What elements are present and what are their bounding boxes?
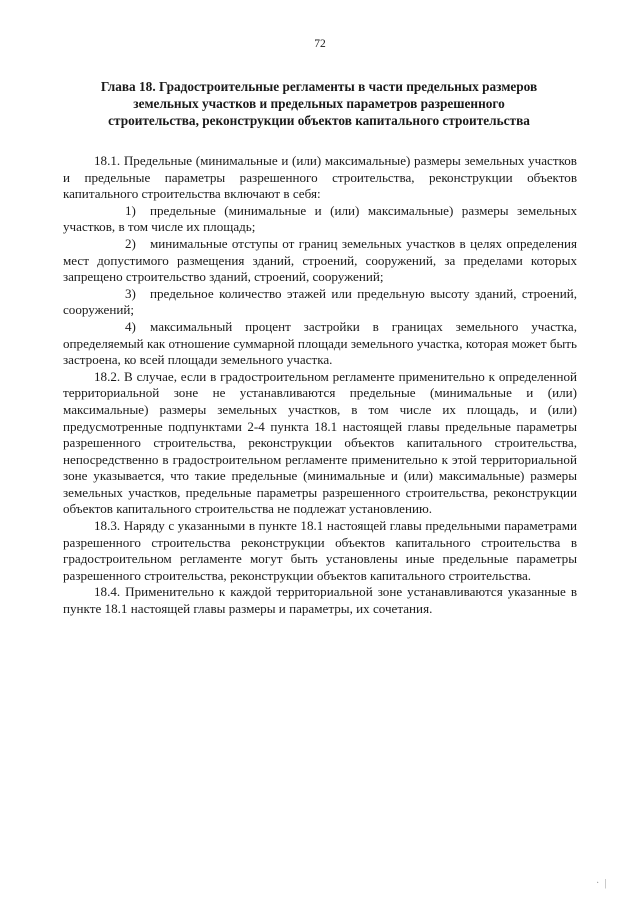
- list-number: 1): [125, 202, 136, 218]
- chapter-title-line: строительства, реконструкции объектов капитального строительства: [108, 113, 530, 128]
- list-item-1: [63, 203, 577, 236]
- scan-mark: · |: [596, 878, 607, 889]
- paragraph-18-1: [63, 153, 577, 203]
- paragraph-18-4: [63, 584, 577, 617]
- list-number: 2): [125, 235, 136, 251]
- list-number: 4): [125, 318, 136, 334]
- page-number: 72: [314, 38, 326, 50]
- list-item-text: предельные (минимальные и (или) максимальные) размеры земельных участков, в том числе их площадь;: [63, 202, 577, 235]
- chapter-title-line: Глава 18. Градостроительные регламенты в части предельных размеров: [100, 79, 538, 94]
- chapter-title-line: земельных участков и предельных параметров разрешенного: [133, 96, 505, 111]
- list-item-text: предельное количество этажей или предельную высоту зданий, строений, сооружений;: [63, 285, 577, 318]
- list-number: 3): [125, 285, 136, 301]
- document-body: [63, 153, 577, 618]
- list-item-3: [63, 286, 577, 319]
- paragraph-18-3: [63, 518, 577, 584]
- paragraph-text: 18.2. В случае, если в градостроительном регламенте применительно к определенной территориальной зоне не устанавливаются предельные (минимальные и (или) максимальные) размеры земельных участков, в том числе их площадь, и (или) предусмотренные подпунктами 2-4 пункта 18.1 настоящей главы предельные параметры разрешенного строительства, реконструкции объектов капитального строительства, непосредственно в градостроительном регламенте применительно к этой территориальной зоне указывается, что такие предельные (минимальные и (или) максимальные) размеры земельных участков, предельные параметры разрешенного строительства, реконструкции объектов капитального строительства не подлежат установлению.: [63, 368, 577, 517]
- paragraph-text: 18.3. Наряду с указанными в пункте 18.1 настоящей главы предельными параметрами разрешенного строительства реконструкции объектов капитального строительства в градостроительном регламенте могут быть установлены иные предельные параметры разрешенного строительства, реконструкции объектов капитального строительства.: [63, 518, 577, 583]
- list-item-text: максимальный процент застройки в границах земельного участка, определяемый как отношение суммарной площади земельного участка, которая может быть застроена, ко всей площади земельного участка.: [63, 318, 577, 368]
- paragraph-text: 18.1. Предельные (минимальные и (или) максимальные) размеры земельных участков и предельные параметры разрешенного строительства, реконструкции объектов капитального строительства включают в себя:: [63, 153, 577, 202]
- list-item-text: минимальные отступы от границ земельных участков в целях определения мест допустимого размещения зданий, строений, сооружений, за пределами которых запрещено строительство зданий, строений, сооружений;: [63, 235, 577, 285]
- list-item-2: [63, 236, 577, 286]
- list-item-4: [63, 319, 577, 369]
- chapter-title: [64, 78, 574, 129]
- paragraph-18-2: [63, 369, 577, 518]
- paragraph-text: 18.4. Применительно к каждой территориальной зоне устанавливаются указанные в пункте 18.1 настоящей главы размеры и параметры, их сочетания.: [63, 584, 577, 617]
